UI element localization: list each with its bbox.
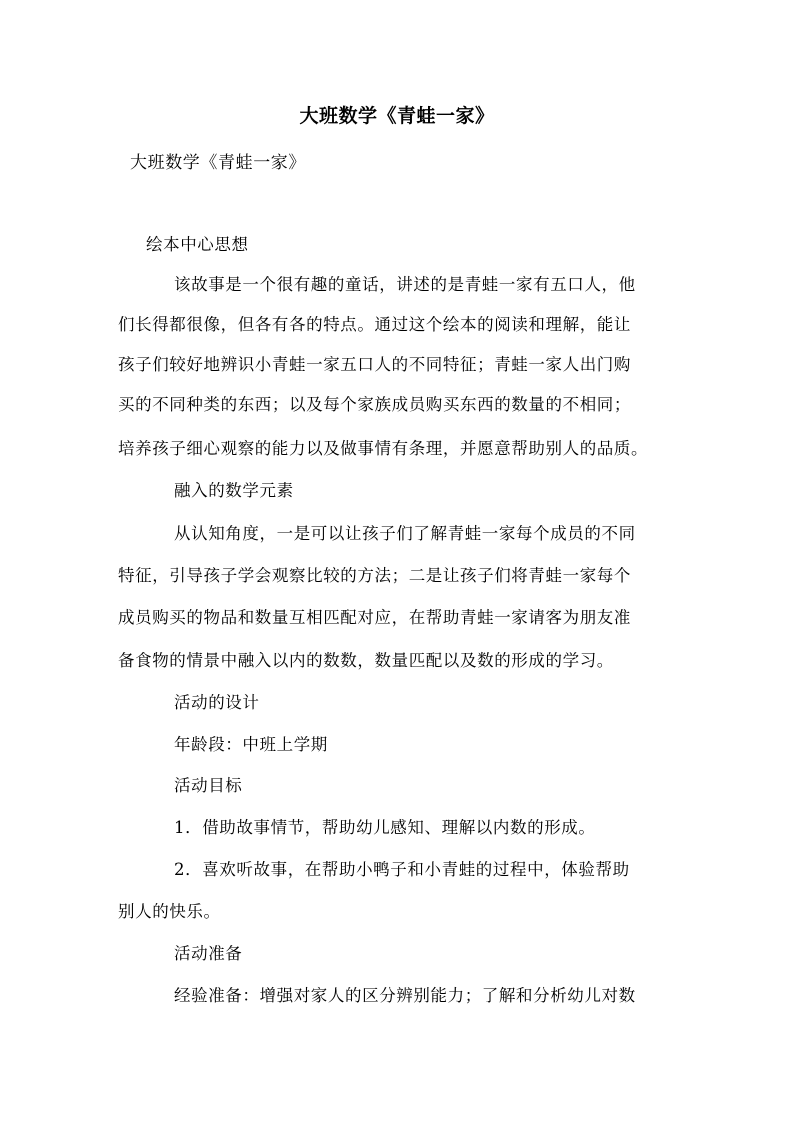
paragraph-line: 从认知角度，一是可以让孩子们了解青蛙一家每个成员的不同 [174, 524, 636, 543]
document-title: 大班数学《青蛙一家》 [299, 105, 495, 127]
paragraph-line: 们长得都很像，但各有各的特点。通过这个绘本的阅读和理解，能让 [118, 315, 631, 334]
goal-item-2: 2．喜欢听故事，在帮助小鸭子和小青蛙的过程中，体验帮助 [174, 860, 630, 879]
paragraph-line: 培养孩子细心观察的能力以及做事情有条理，并愿意帮助别人的品质。 [118, 439, 649, 458]
paragraph-line: 孩子们较好地辨识小青蛙一家五口人的不同特征；青蛙一家人出门购 [118, 355, 631, 374]
paragraph-line: 别人的快乐。 [118, 902, 221, 921]
goal-item-1: 1．借助故事情节，帮助幼儿感知、理解以内数的形成。 [174, 818, 596, 837]
age-group-line: 年龄段：中班上学期 [174, 735, 328, 754]
section-heading-picture-book-theme: 绘本中心思想 [146, 235, 249, 254]
paragraph-line: 该故事是一个很有趣的童话，讲述的是青蛙一家有五口人，他 [174, 275, 636, 294]
section-heading-activity-preparation: 活动准备 [174, 944, 243, 963]
document-subtitle: 大班数学《青蛙一家》 [130, 153, 306, 173]
paragraph-line: 备食物的情景中融入以内的数数，数量匹配以及数的形成的学习。 [118, 651, 614, 670]
paragraph-line: 成员购买的物品和数量互相匹配对应，在帮助青蛙一家请客为朋友准 [118, 608, 631, 627]
section-heading-activity-design: 活动的设计 [174, 693, 260, 712]
section-heading-math-elements: 融入的数学元素 [174, 481, 294, 500]
paragraph-line: 经验准备：增强对家人的区分辨别能力；了解和分析幼儿对数 [174, 986, 636, 1005]
section-heading-activity-goals: 活动目标 [174, 776, 243, 795]
paragraph-line: 买的不同种类的东西；以及每个家族成员购买东西的数量的不相同； [118, 395, 631, 414]
paragraph-line: 特征，引导孩子学会观察比较的方法；二是让孩子们将青蛙一家每个 [118, 566, 631, 585]
